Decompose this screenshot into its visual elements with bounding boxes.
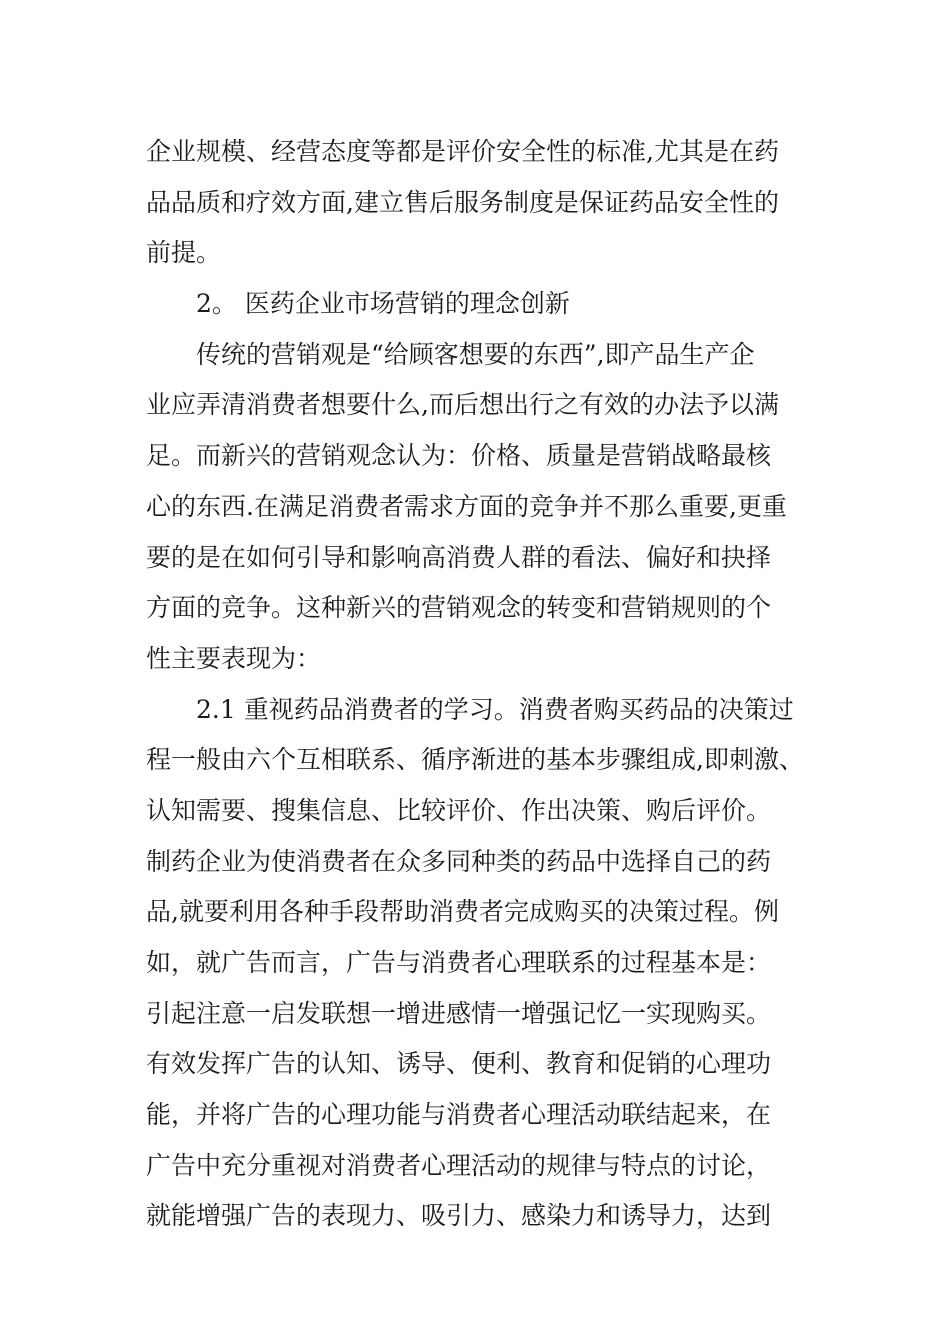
text-line: 品,就要利用各种手段帮助消费者完成购买的决策过程。例 bbox=[146, 897, 779, 927]
text-line: 足。而新兴的营销观念认为：价格、质量是营销战略最核 bbox=[146, 441, 772, 471]
text-line: 方面的竞争。这种新兴的营销观念的转变和营销规则的个 bbox=[146, 593, 772, 623]
text-line: 认知需要、搜集信息、比较评价、作出决策、购后评价。 bbox=[146, 795, 772, 825]
text-line: 程一般由六个互相联系、循序渐进的基本步骤组成,即刺激、 bbox=[146, 745, 804, 775]
text-line: 要的是在如何引导和影响高消费人群的看法、偏好和抉择 bbox=[146, 542, 772, 572]
text-line: 有效发挥广告的认知、诱导、便利、教育和促销的心理功 bbox=[146, 1049, 772, 1079]
text-line: 广告中充分重视对消费者心理活动的规律与特点的讨论， bbox=[146, 1150, 772, 1180]
text-line: 引起注意一启发联想一增进感情一增强记忆一实现购买。 bbox=[146, 998, 772, 1028]
text-line: 企业规模、经营态度等都是评价安全性的标准,尤其是在药 bbox=[146, 137, 779, 166]
text-line: 2。 医药企业市场营销的理念创新 bbox=[196, 289, 570, 319]
body-text bbox=[146, 127, 806, 1242]
text-line: 心的东西.在满足消费者需求方面的竞争并不那么重要,更重 bbox=[146, 491, 787, 521]
text-line: 能，并将广告的心理功能与消费者心理活动联结起来，在 bbox=[146, 1100, 772, 1130]
text-line: 制药企业为使消费者在众多同种类的药品中选择自己的药 bbox=[146, 846, 772, 876]
text-line: 前提。 bbox=[146, 238, 222, 268]
text-line: 传统的营销观是“给顾客想要的东西”,即产品生产企 bbox=[196, 339, 755, 369]
text-line: 业应弄清消费者想要什么,而后想出行之有效的办法予以满 bbox=[146, 390, 779, 420]
text-line: 品品质和疗效方面,建立售后服务制度是保证药品安全性的 bbox=[146, 187, 779, 217]
text-line: 2.1 重视药品消费者的学习。消费者购买药品的决策过 bbox=[196, 694, 794, 724]
text-line: 如，就广告而言，广告与消费者心理联系的过程基本是： bbox=[146, 948, 772, 977]
text-line: 性主要表现为： bbox=[146, 643, 322, 673]
text-line: 就能增强广告的表现力、吸引力、感染力和诱导力，达到 bbox=[146, 1201, 772, 1231]
